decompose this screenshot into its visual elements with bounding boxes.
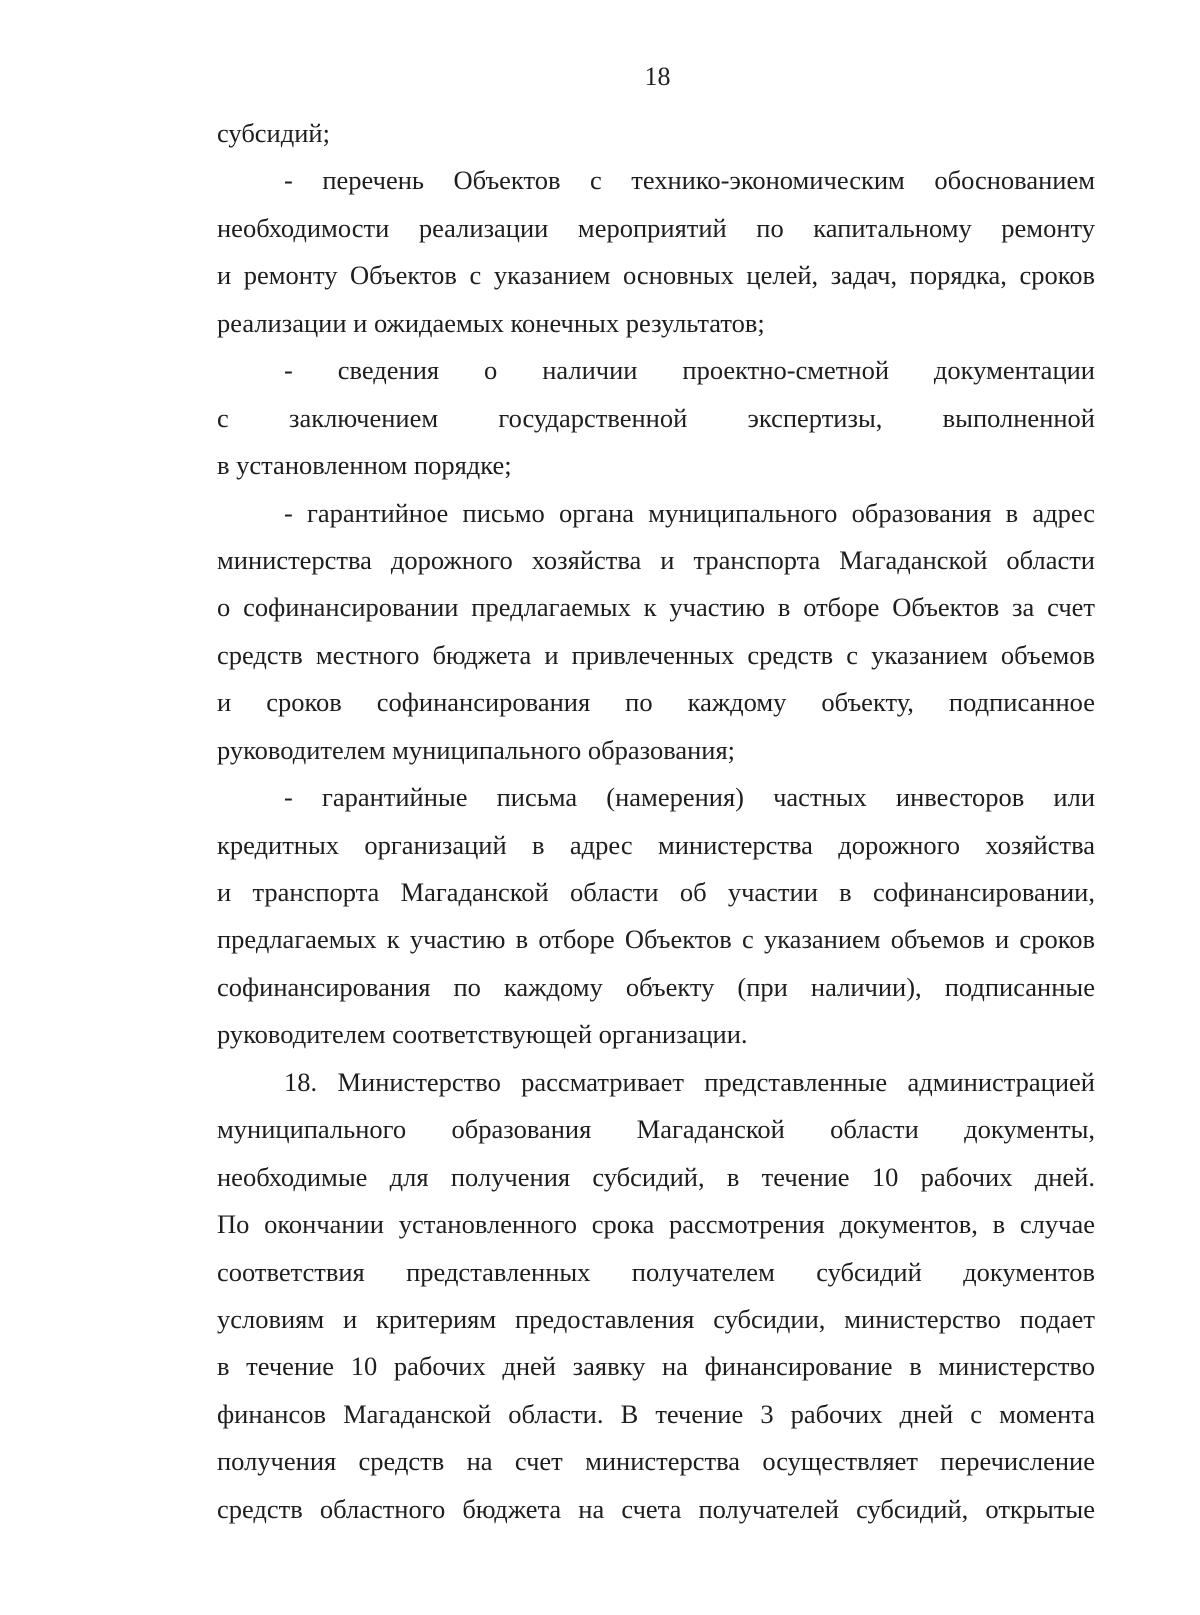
text-line: финансов Магаданской области. В течение 3 рабочих дней с момента xyxy=(217,1398,1095,1429)
text-line: 18. Министерство рассматривает представленные администрацией xyxy=(284,1066,1095,1097)
text-line: в течение 10 рабочих дней заявку на финансирование в министерство xyxy=(217,1351,1095,1382)
text-line: - гарантийные письма (намерения) частных инвесторов или xyxy=(284,782,1095,813)
text-line: муниципального образования Магаданской области документы, xyxy=(217,1114,1095,1145)
text-line: руководителем муниципального образования; xyxy=(217,734,736,765)
document-body xyxy=(217,110,1095,1533)
page-number: 18 xyxy=(644,62,671,91)
text-line: софинансирования по каждому объекту (при наличии), подписанные xyxy=(217,971,1095,1002)
text-line: реализации и ожидаемых конечных результатов; xyxy=(217,307,765,338)
text-line: и сроков софинансирования по каждому объекту, подписанное xyxy=(217,687,1095,718)
text-line: субсидий; xyxy=(217,118,330,148)
text-line: кредитных организаций в адрес министерства дорожного хозяйства xyxy=(217,829,1095,860)
text-line: предлагаемых к участию в отборе Объектов с указанием объемов и сроков xyxy=(217,924,1095,955)
text-line: о софинансировании предлагаемых к участию в отборе Объектов за счет xyxy=(217,592,1095,623)
text-line: средств местного бюджета и привлеченных средств с указанием объемов xyxy=(217,639,1095,670)
text-line: с заключением государственной экспертизы, выполненной xyxy=(217,402,1095,433)
text-line: министерства дорожного хозяйства и транспорта Магаданской области xyxy=(217,544,1095,575)
text-line: По окончании установленного срока рассмотрения документов, в случае xyxy=(217,1209,1095,1240)
text-line: необходимые для получения субсидий, в течение 10 рабочих дней. xyxy=(217,1161,1095,1192)
text-line: - перечень Объектов с технико-экономическим обоснованием xyxy=(284,165,1095,196)
text-line: получения средств на счет министерства осуществляет перечисление xyxy=(217,1446,1095,1477)
text-line: условиям и критериям предоставления субсидии, министерство подает xyxy=(217,1303,1095,1334)
text-line: - сведения о наличии проектно-сметной документации xyxy=(284,355,1095,386)
text-line: - гарантийное письмо органа муниципального образования в адрес xyxy=(284,497,1095,528)
text-line: средств областного бюджета на счета получателей субсидий, открытые xyxy=(217,1493,1095,1524)
text-line: и ремонту Объектов с указанием основных целей, задач, порядка, сроков xyxy=(217,260,1095,291)
text-line: необходимости реализации мероприятий по капитальному ремонту xyxy=(217,212,1095,243)
text-line: руководителем соответствующей организации. xyxy=(217,1019,748,1050)
text-line: в установленном порядке; xyxy=(217,450,512,481)
text-line: и транспорта Магаданской области об участии в софинансировании, xyxy=(217,877,1095,907)
text-line: соответствия представленных получателем субсидий документов xyxy=(217,1256,1095,1287)
